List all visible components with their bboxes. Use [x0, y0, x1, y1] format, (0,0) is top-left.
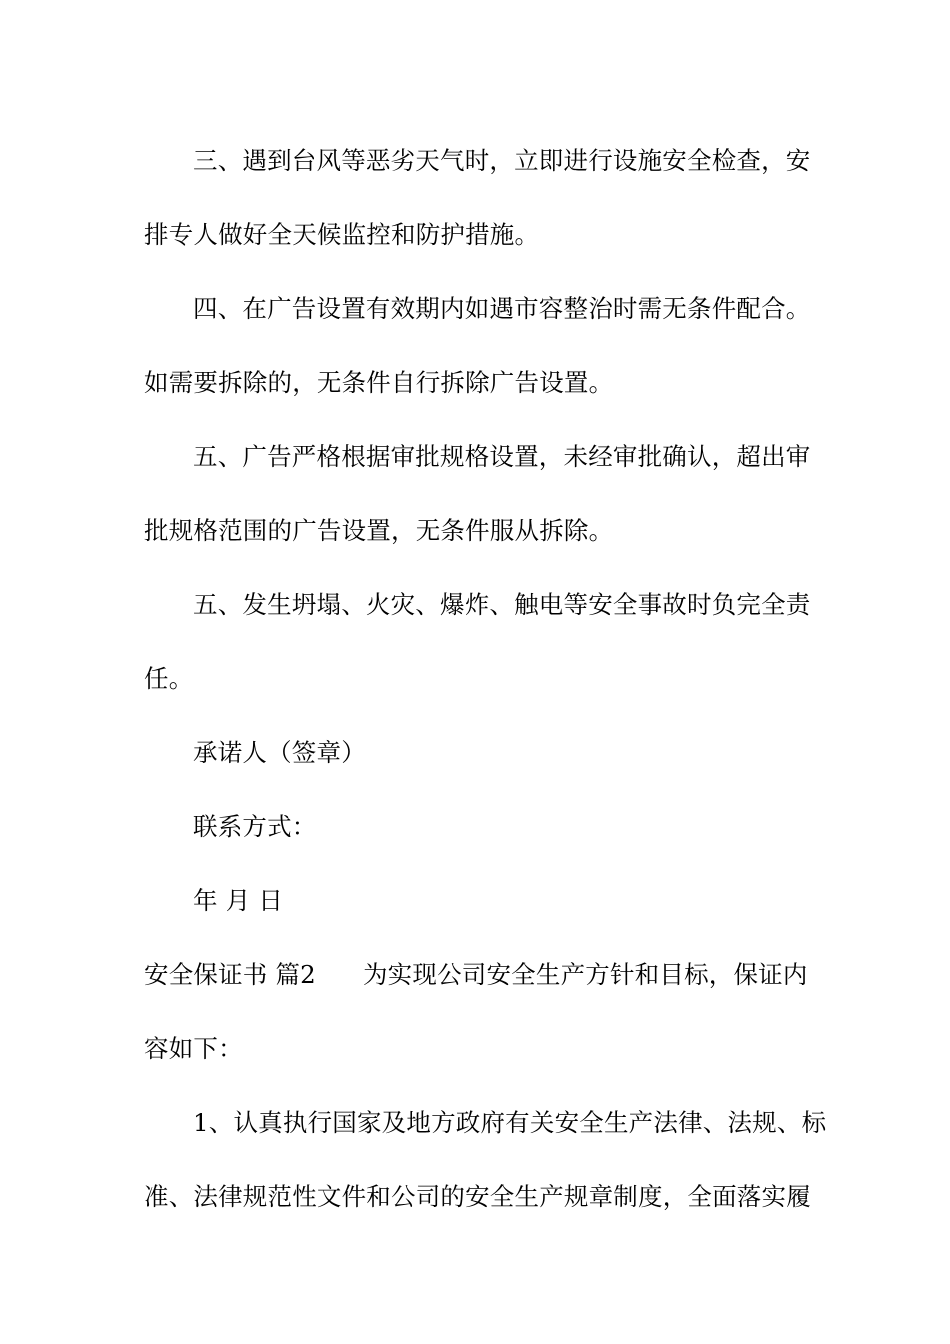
paragraph-line: 批规格范围的广告设置，无条件服从拆除。 [144, 516, 614, 545]
paragraph-line: 任。 [144, 664, 194, 693]
section-heading-line [144, 938, 806, 1012]
paragraph-line: 排专人做好全天候监控和防护措施。 [144, 220, 540, 249]
paragraph-line: 1、认真执行国家及地方政府有关安全生产法律、法规、标 [193, 1108, 827, 1137]
paragraph-line: 五、发生坍塌、火灾、爆炸、触电等安全事故时负完全责 [193, 590, 811, 619]
contact-label: 联系方式： [193, 812, 317, 841]
section-title: 安全保证书 篇2 [144, 960, 316, 989]
paragraph-line: 三、遇到台风等恶劣天气时，立即进行设施安全检查，安 [193, 146, 811, 175]
section-intro: 为实现公司安全生产方针和目标，保证内 [362, 960, 808, 989]
document-body [144, 124, 827, 1234]
paragraph-line: 容如下： [144, 1034, 243, 1063]
paragraph-line: 四、在广告设置有效期内如遇市容整治时需无条件配合。 [193, 294, 811, 323]
signature-label: 承诺人（签章） [193, 738, 366, 767]
paragraph-line: 准、法律规范性文件和公司的安全生产规章制度，全面落实履 [144, 1182, 811, 1211]
date-label: 年 月 日 [193, 886, 284, 915]
paragraph-line: 如需要拆除的，无条件自行拆除广告设置。 [144, 368, 614, 397]
paragraph-line: 五、广告严格根据审批规格设置，未经审批确认，超出审 [193, 442, 811, 471]
